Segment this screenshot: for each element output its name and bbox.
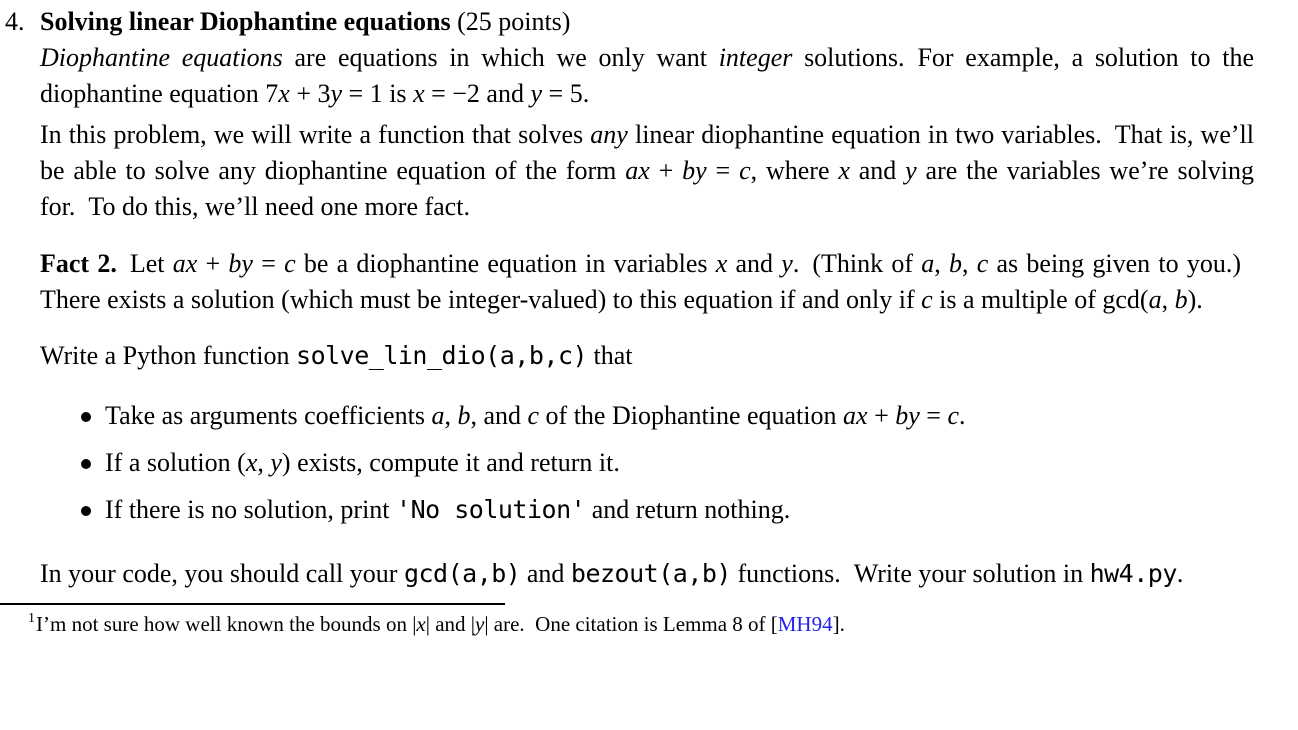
- text-segment: and: [849, 156, 906, 185]
- text-segment: c: [947, 401, 959, 430]
- text-segment: =: [706, 156, 740, 185]
- text-segment: , and: [470, 401, 528, 430]
- text-segment: by: [895, 401, 920, 430]
- problem-title: [40, 7, 570, 36]
- text-segment: that: [587, 341, 633, 370]
- text-segment: be a diophantine equation in variables: [295, 249, 716, 278]
- text-segment: a: [921, 249, 935, 278]
- text-segment: solve_lin_dio(a,b,c): [296, 341, 588, 370]
- text-segment: ax: [843, 401, 868, 430]
- text-segment: solutions. For example, a solution to the diophantine equation 7: [40, 43, 1261, 108]
- intro-paragraph: [40, 40, 1261, 112]
- fact-paragraph: [40, 246, 1254, 318]
- text-segment: of the Diophantine equation: [539, 401, 844, 430]
- text-segment: as being given to you.) There exists a solution (which must be integer-valued) to this equation if and only if: [40, 249, 1255, 314]
- text-segment: c: [739, 156, 751, 185]
- text-segment: +: [867, 401, 896, 430]
- text-segment: =: [919, 401, 948, 430]
- text-segment: | are. One citation is Lemma 8 of [: [484, 612, 778, 636]
- text-segment: b: [1174, 285, 1188, 314]
- problem-heading: [5, 4, 1254, 40]
- text-segment: c: [976, 249, 989, 278]
- text-segment: . (Think of: [792, 249, 922, 278]
- text-segment: are the variables we’re solving for. To do this, we’ll need one more fact.: [40, 156, 1261, 221]
- text-segment: and: [727, 249, 782, 278]
- text-segment: y: [530, 79, 543, 108]
- text-segment: x: [278, 79, 290, 108]
- text-segment: c: [284, 249, 296, 278]
- problem-number: 4.: [5, 7, 25, 36]
- text-segment: = 5.: [542, 79, 590, 108]
- text-segment: In your code, you should call your: [40, 559, 404, 588]
- text-segment: y: [270, 448, 282, 477]
- text-segment: c: [527, 401, 540, 430]
- text-segment: x: [715, 249, 728, 278]
- text-segment: b: [457, 401, 471, 430]
- text-segment: +: [649, 156, 683, 185]
- requirement-item: [40, 445, 1254, 481]
- text-segment: Solving linear Diophantine equations: [40, 7, 451, 36]
- text-segment: ,: [1161, 285, 1175, 314]
- text-segment: ,: [934, 249, 949, 278]
- text-segment: .: [1176, 559, 1184, 588]
- text-segment: are equations in which we only want: [282, 43, 719, 72]
- text-segment: Take as arguments coefficients: [105, 401, 432, 430]
- function-spec-paragraph: [40, 338, 1254, 374]
- text-segment: +: [197, 249, 229, 278]
- text-segment: by: [682, 156, 707, 185]
- text-segment: a: [431, 401, 445, 430]
- requirement-item: [40, 398, 1254, 434]
- text-segment: ax: [625, 156, 650, 185]
- text-segment: ].: [832, 612, 845, 636]
- text-segment: Write a Python function: [40, 341, 297, 370]
- text-segment: b: [948, 249, 962, 278]
- requirement-item: [40, 492, 1254, 528]
- bullet-icon: [81, 412, 91, 422]
- footnote-rule: [0, 603, 505, 605]
- text-segment: ) exists, compute it and return it.: [281, 448, 620, 477]
- text-segment: (25 points): [450, 7, 571, 36]
- footnote: [28, 610, 1254, 638]
- requirement-text: [105, 495, 790, 524]
- text-segment: y: [474, 612, 485, 636]
- text-segment: | and |: [425, 612, 475, 636]
- text-segment: 'No solution': [396, 495, 586, 524]
- text-segment: ,: [257, 448, 271, 477]
- text-segment: y: [905, 156, 917, 185]
- text-segment: , where: [750, 156, 839, 185]
- text-segment: ,: [444, 401, 458, 430]
- bullet-icon: [81, 459, 91, 469]
- text-segment: x: [416, 612, 426, 636]
- footnote-text: [36, 612, 845, 636]
- text-segment: functions. Write your solution in: [730, 559, 1090, 588]
- text-segment: hw4.py: [1089, 559, 1177, 588]
- overview-paragraph: [40, 117, 1261, 225]
- footnote-marker: 1: [28, 611, 35, 626]
- text-segment: x: [838, 156, 850, 185]
- text-segment: =: [252, 249, 285, 278]
- citation-link[interactable]: MH94: [777, 612, 833, 636]
- text-segment: y: [330, 79, 343, 108]
- text-segment: by: [228, 249, 253, 278]
- requirement-text: [105, 401, 966, 430]
- text-segment: ax: [172, 249, 198, 278]
- text-segment: linear diophantine equation in two variables. That is, we’ll be able to solve any diophantine equation of the form: [40, 120, 1261, 185]
- text-segment: integer: [718, 43, 793, 72]
- text-segment: If a solution (: [105, 448, 246, 477]
- text-segment: y: [781, 249, 793, 278]
- text-segment: = −2 and: [424, 79, 531, 108]
- text-segment: bezout(a,b): [570, 559, 731, 588]
- text-segment: x: [413, 79, 425, 108]
- text-segment: Diophantine equations: [40, 43, 283, 72]
- text-segment: x: [245, 448, 258, 477]
- requirement-text: [105, 448, 620, 477]
- text-segment: ,: [961, 249, 977, 278]
- text-segment: any: [590, 120, 628, 149]
- requirements-list: [40, 398, 1254, 528]
- text-segment: + 3: [289, 79, 331, 108]
- closing-paragraph: [40, 556, 1254, 592]
- text-segment: = 1 is: [342, 79, 414, 108]
- text-segment: and return nothing.: [585, 495, 791, 524]
- text-segment: ).: [1187, 285, 1203, 314]
- text-segment: If there is no solution, print: [105, 495, 397, 524]
- text-segment: gcd(a,b): [403, 559, 521, 588]
- text-segment: .: [959, 401, 966, 430]
- text-segment: In this problem, we will write a function that solves: [40, 120, 591, 149]
- text-segment: I’m not sure how well known the bounds on |: [36, 612, 417, 636]
- text-segment: and: [520, 559, 571, 588]
- text-segment: Fact 2.: [40, 249, 117, 278]
- text-segment: a: [1148, 285, 1162, 314]
- text-segment: is a multiple of gcd(: [932, 285, 1149, 314]
- bullet-icon: [81, 506, 91, 516]
- text-segment: c: [921, 285, 933, 314]
- text-segment: Let: [116, 249, 173, 278]
